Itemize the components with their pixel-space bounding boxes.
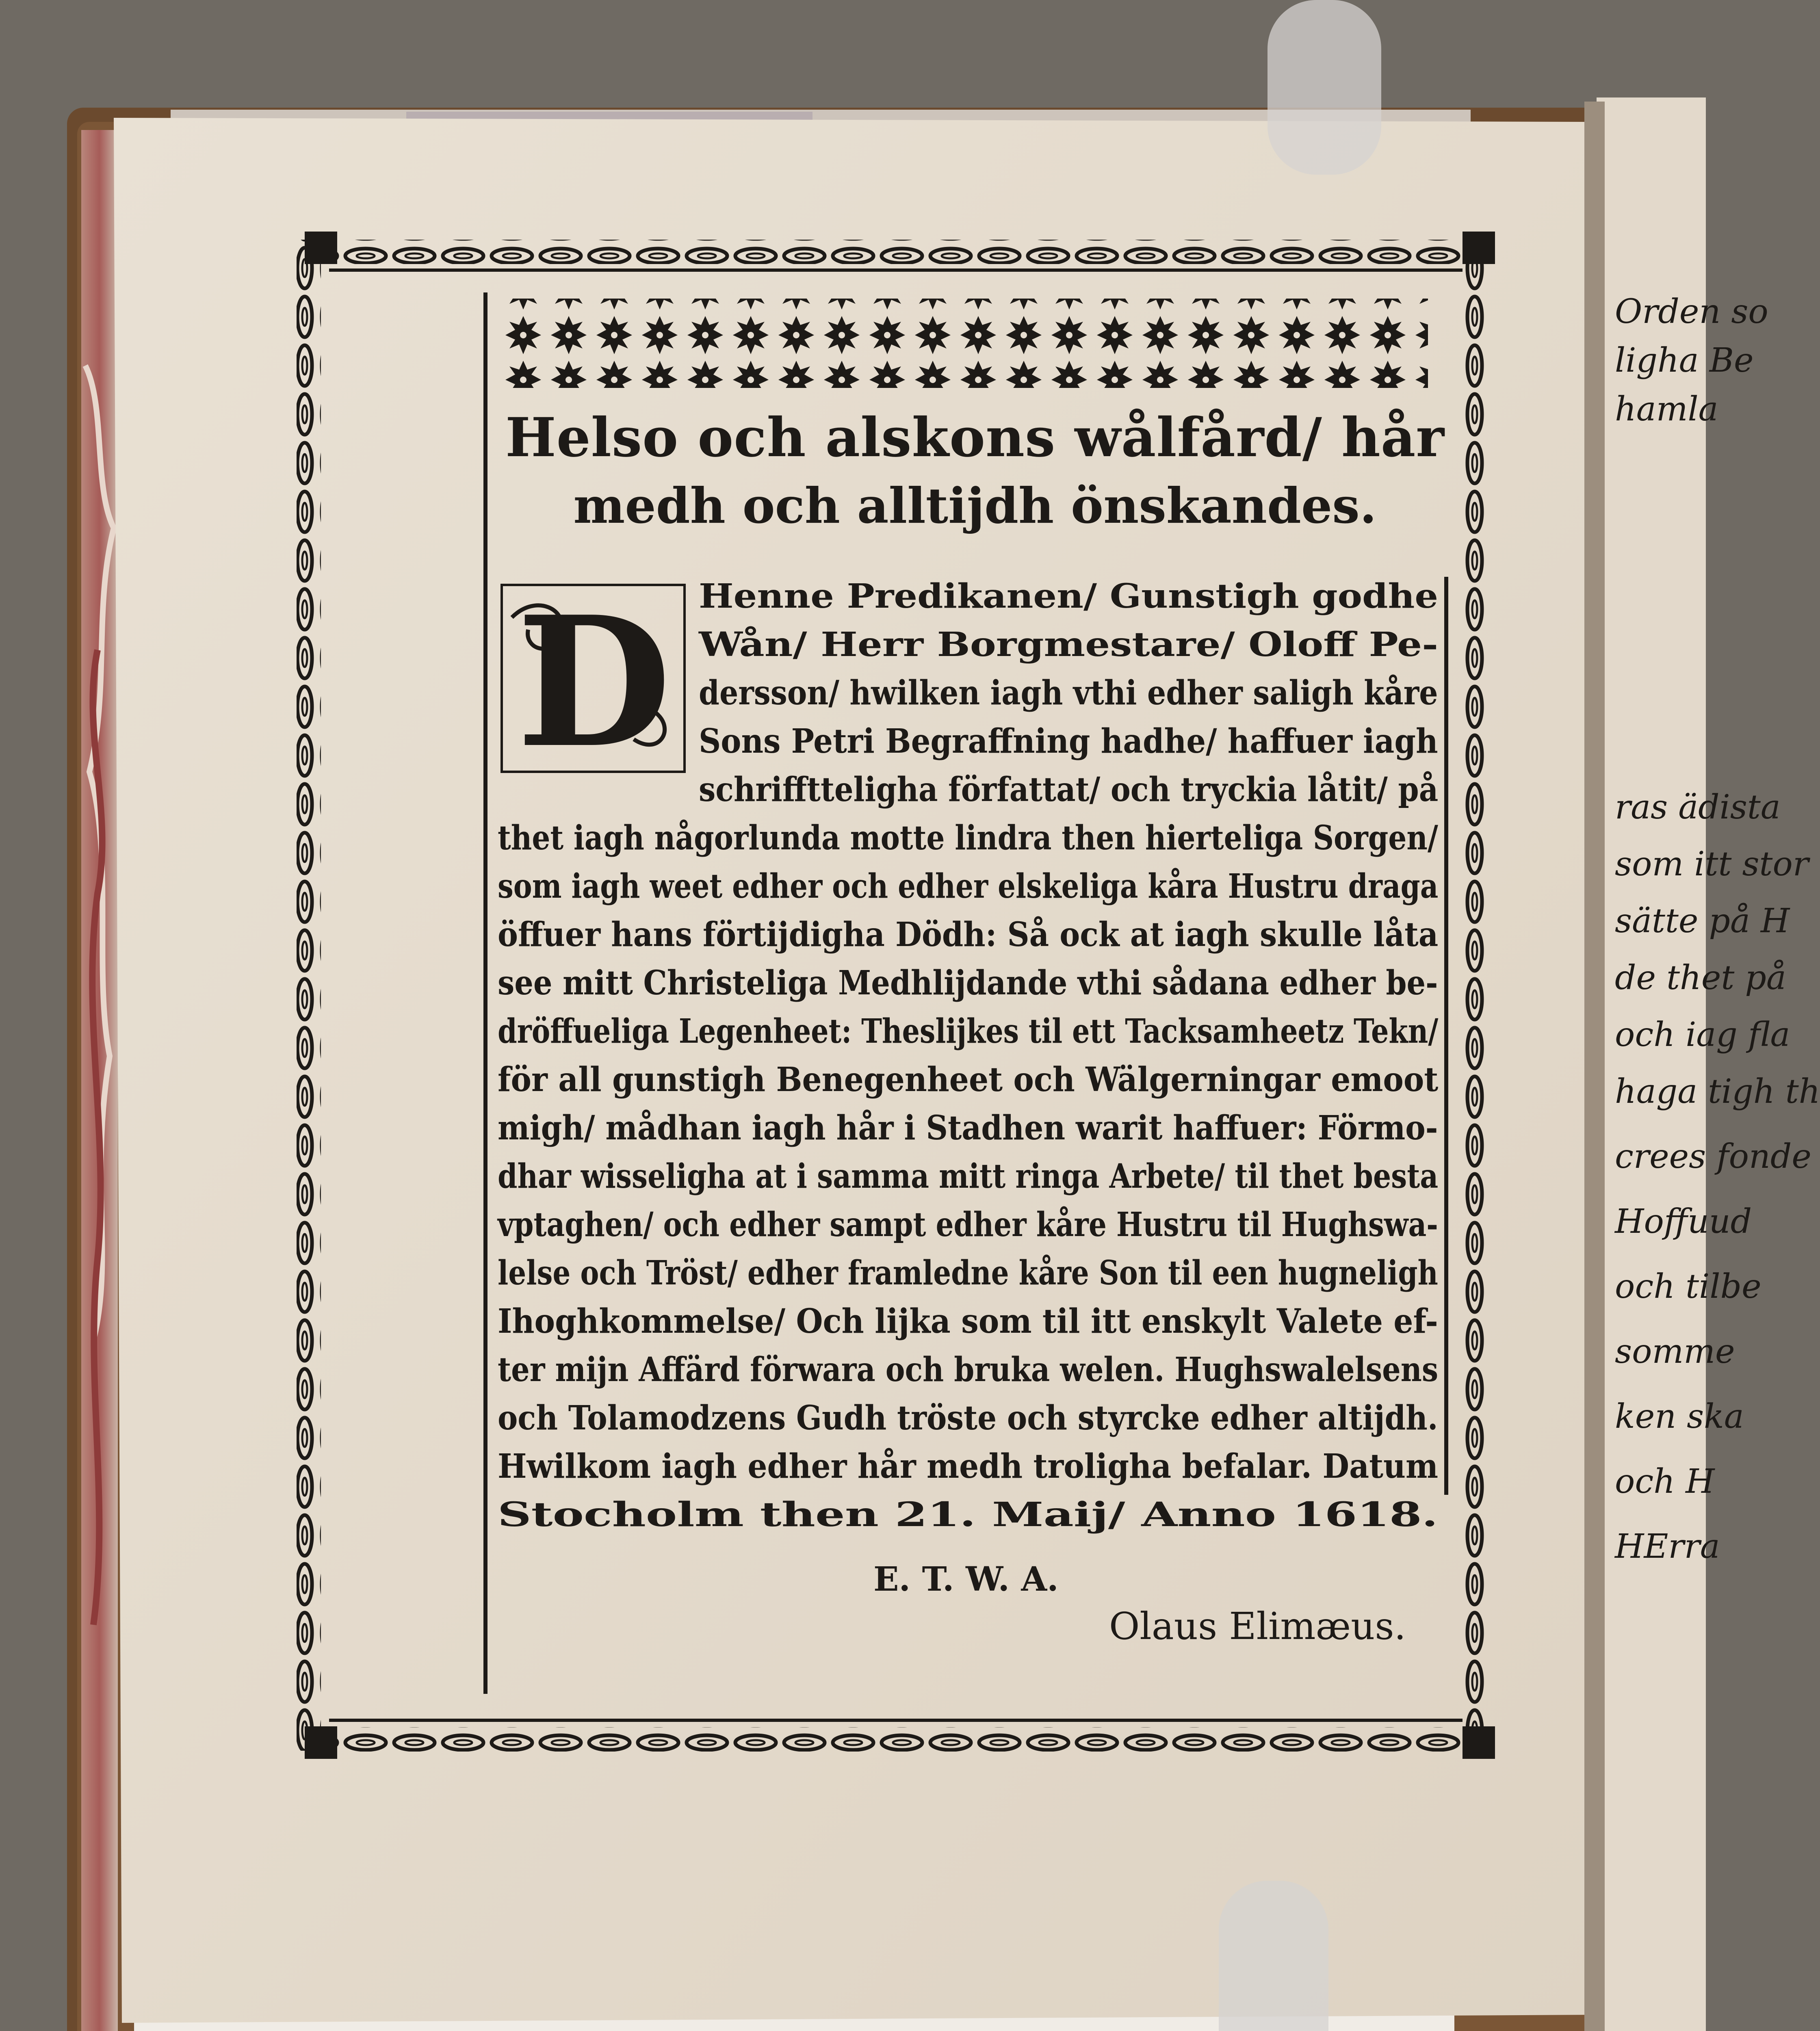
letter-line: Wån/ Herr Borgmestare/ Oloff Pe- [699,625,1439,664]
heading-line-2: medh och alltijdh önskandes. [573,477,1377,535]
letter-line: Stocholm then 21. Maij/ Anno 1618. [498,1495,1438,1534]
letter-line: dröffueliga Legenheet: Theslijkes til ett Tacksamheetz Tekn/ [498,1012,1439,1051]
signature: Olaus Elimæus. [1109,1604,1406,1648]
letter-line: och Tolamodzens Gudh tröste och styrcke edher altijdh. [498,1399,1438,1438]
facing-page-line: de thet på [1615,959,1786,997]
letter-line: vptaghen/ och edher sampt edher kåre Hustru til Hughswa- [498,1205,1438,1244]
facing-page-line: ligha Be [1615,341,1754,380]
facing-page-line: hamla [1615,390,1718,429]
facing-page-line: och tilbe [1615,1267,1762,1306]
heading-line-1: Helso och alskons wålfård/ hår [505,406,1445,469]
facing-page-line: Orden so [1615,292,1768,331]
initials-line: E. T. W. A. [873,1560,1059,1599]
letter-line: dhar wisseligha at i samma mitt ringa Arbete/ til thet besta [498,1157,1439,1196]
facing-page-line: som itt stor [1615,845,1809,883]
facing-page-line: Hoffuud [1615,1202,1752,1241]
letter-line: see mitt Christeliga Medhlijdande vthi sådana edher be- [498,964,1438,1003]
facing-page-line: och H [1615,1462,1715,1501]
facing-page-line: somme [1615,1332,1735,1371]
letter-line: lelse och Tröst/ edher framledne kåre Son til een hugneligh [498,1254,1438,1293]
letter-line: dersson/ hwilken iagh vthi edher saligh kåre [699,673,1438,712]
letter-line: för all gunstigh Benegenheet och Wälgerningar emoot [498,1060,1439,1099]
letter-line: Henne Predikanen/ Gunstigh godhe [699,577,1439,616]
ornate-initial: D [516,577,672,787]
letter-line: som iagh weet edher och edher elskeliga kåra Hustru draga [498,867,1439,906]
letter-line: thet iagh någorlunda motte lindra then hierteliga Sorgen/ [498,818,1438,857]
letter-line: schrifftteligha författat/ och tryckia låtit/ på [699,770,1439,809]
letter-line: Hwilkom iagh edher hår medh troligha befalar. Datum [498,1447,1439,1486]
letter-line: Sons Petri Begraffning hadhe/ haffuer iagh [699,722,1438,761]
facing-page-line: haga tigh th [1615,1072,1820,1111]
letter-line: Ihoghkommelse/ Och lijka som til itt enskylt Valete ef- [498,1302,1438,1341]
facing-page-line: och iag fla [1615,1016,1790,1054]
letter-line: migh/ mådhan iagh hår i Stadhen warit haffuer: Förmo- [498,1109,1438,1148]
letter-line: öffuer hans förtijdigha Dödh: Så ock at iagh skulle låta [498,915,1439,954]
facing-page-line: sätte på H [1615,902,1790,940]
facing-page-line: HErra [1615,1527,1720,1566]
facing-page-line: ras ädista [1615,788,1781,827]
facing-page-line: crees fonde [1615,1137,1811,1176]
letter-line: ter mijn Affärd förwara och bruka welen. Hughswalelsens [498,1350,1439,1389]
facing-page-line: ken ska [1615,1397,1744,1436]
